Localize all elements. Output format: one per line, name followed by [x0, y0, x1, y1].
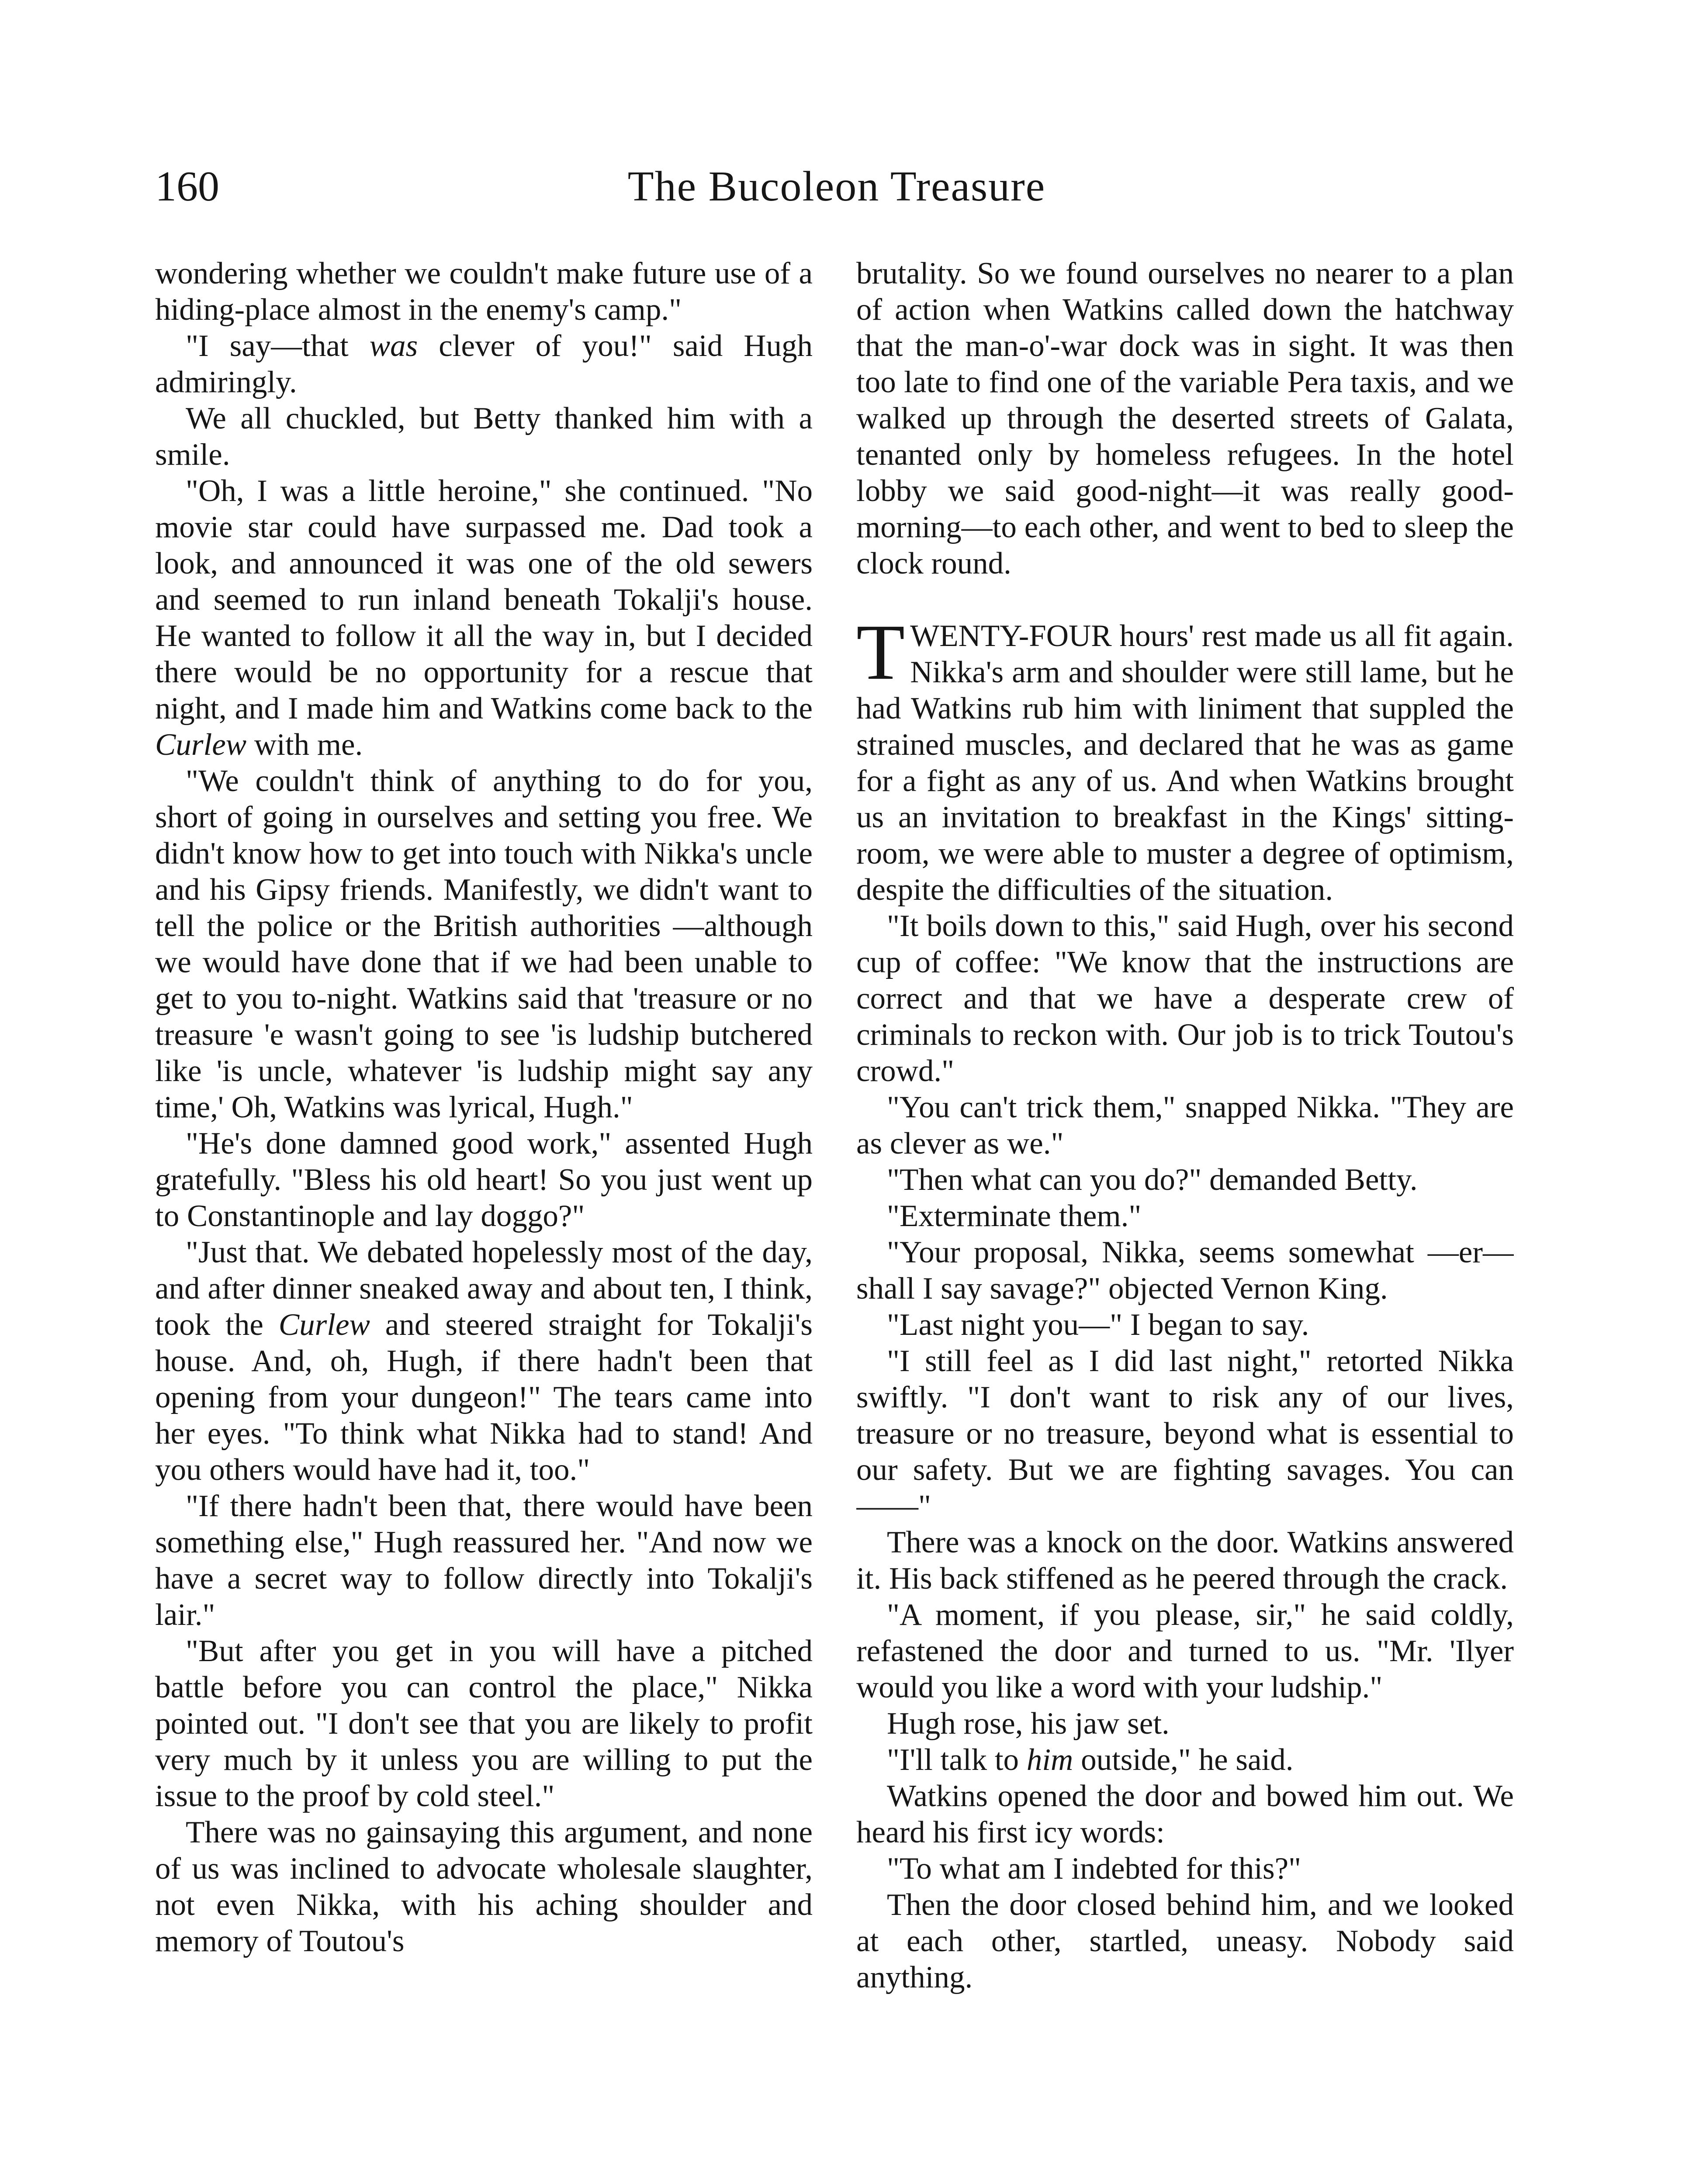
- italic-text: was: [369, 329, 418, 363]
- section-opening-paragraph: [856, 608, 1514, 908]
- paragraph: "Then what can you do?" demanded Betty.: [887, 1163, 1418, 1197]
- italic-text: him: [1026, 1743, 1073, 1777]
- paragraph: brutality. So we found ourselves no nearer to a plan of action when Watkins called down the hatchway that the man-o'-war dock was in sight. It was then too late to find one of the variable Pera taxis, and we walked up through the deserted streets of Galata, tenanted only by homeless refugees. In the hotel lobby we said good-night—it was really good-morning—to each other, and went to bed to sleep the clock round.: [856, 256, 1514, 581]
- paragraph: "I say—that was clever of you!" said Hugh admiringly.: [155, 329, 813, 399]
- right-text-column: [856, 256, 1514, 2184]
- drop-cap-letter: T: [856, 608, 905, 696]
- right-column-paragraphs: [856, 908, 1514, 1996]
- left-text-column: [155, 256, 813, 2184]
- right-column-continuation: [856, 256, 1514, 582]
- italic-text: Curlew: [278, 1308, 370, 1342]
- paragraph: "A moment, if you please, sir," he said coldly, refastened the door and turned to us. "Mr. 'Ilyer would you like a word with your ludship.": [856, 1598, 1514, 1704]
- paragraph: We all chuckled, but Betty thanked him with a smile.: [155, 401, 813, 472]
- paragraph: "Last night you—" I began to say.: [887, 1308, 1309, 1342]
- paragraph: "I'll talk to him outside," he said.: [887, 1743, 1294, 1777]
- paragraph: "Your proposal, Nikka, seems somewhat —er—shall I say savage?" objected Vernon King.: [856, 1235, 1514, 1306]
- italic-text: Curlew: [155, 728, 247, 762]
- paragraph: "To what am I indebted for this?": [887, 1852, 1301, 1886]
- paragraph: "If there hadn't been that, there would have been something else," Hugh reassured her. "And now we have a secret way to follow directly into Tokalji's lair.": [155, 1489, 813, 1632]
- paragraph: Watkins opened the door and bowed him out. We heard his first icy words:: [856, 1779, 1514, 1849]
- paragraph: wondering whether we couldn't make future use of a hiding-place almost in the enemy's camp.": [155, 256, 813, 327]
- paragraph: "You can't trick them," snapped Nikka. "They are as clever as we.": [856, 1090, 1514, 1161]
- paragraph: "Exterminate them.": [887, 1199, 1142, 1233]
- paragraph: There was a knock on the door. Watkins answered it. His back stiffened as he peered through the crack.: [856, 1525, 1514, 1596]
- paragraph: Then the door closed behind him, and we looked at each other, startled, uneasy. Nobody said anything.: [856, 1888, 1514, 1994]
- page-header: [155, 154, 1518, 219]
- page-number: 160: [155, 163, 219, 210]
- section-opening-text: hours' rest made us all fit again. Nikka's arm and shoulder were still lame, but he had Watkins rub him with liniment that suppled the strained muscles, and declared that he was as game for a fight as any of us. And when Watkins brought us an invitation to breakfast in the Kings' sitting-room, we were able to muster a degree of optimism, despite the difficulties of the situation.: [856, 619, 1514, 907]
- small-caps-opening: WENTY-FOUR: [910, 619, 1112, 653]
- paragraph: "Oh, I was a little heroine," she continued. "No movie star could have surpassed me. Dad took a look, and announced it was one of the old sewers and seemed to run inland beneath Tokalji's house. He wanted to follow it all the way in, but I decided there would be no opportunity for a rescue that night, and I made him and Watkins come back to the Curlew with me.: [155, 474, 813, 762]
- paragraph: There was no gainsaying this argument, and none of us was inclined to advocate wholesale slaughter, not even Nikka, with his aching shoulder and memory of Toutou's: [155, 1815, 813, 1958]
- paragraph: "I still feel as I did last night," retorted Nikka swiftly. "I don't want to risk any of our lives, treasure or no treasure, beyond what is essential to our safety. But we are fighting savages. You can——": [856, 1344, 1514, 1523]
- paragraph: "But after you get in you will have a pitched battle before you can control the place," Nikka pointed out. "I don't see that you are likely to profit very much by it unless you are willing to put the issue to the proof by cold steel.": [155, 1634, 813, 1813]
- paragraph: Hugh rose, his jaw set.: [887, 1707, 1170, 1741]
- paragraph: "He's done damned good work," assented Hugh gratefully. "Bless his old heart! So you just went up to Constantinople and lay doggo?": [155, 1127, 813, 1233]
- paragraph: "We couldn't think of anything to do for you, short of going in ourselves and setting you free. We didn't know how to get into touch with Nikka's uncle and his Gipsy friends. Manifestly, we didn't want to tell the police or the British authorities —although we would have done that if we had been unable to get to you to-night. Watkins said that 'treasure or no treasure 'e wasn't going to see 'is ludship butchered like 'is uncle, whatever 'is ludship might say any time,' Oh, Watkins was lyrical, Hugh.": [155, 764, 813, 1124]
- running-title: The Bucoleon Treasure: [627, 163, 1046, 210]
- paragraph: "It boils down to this," said Hugh, over his second cup of coffee: "We know that the instructions are correct and that we have a desperate crew of criminals to reckon with. Our job is to trick Toutou's crowd.": [856, 909, 1514, 1088]
- paragraph: "Just that. We debated hopelessly most of the day, and after dinner sneaked away and about ten, I think, took the Curlew and steered straight for Tokalji's house. And, oh, Hugh, if there hadn't been that opening from your dungeon!" The tears came into her eyes. "To think what Nikka had to stand! And you others would have had it, too.": [155, 1235, 813, 1487]
